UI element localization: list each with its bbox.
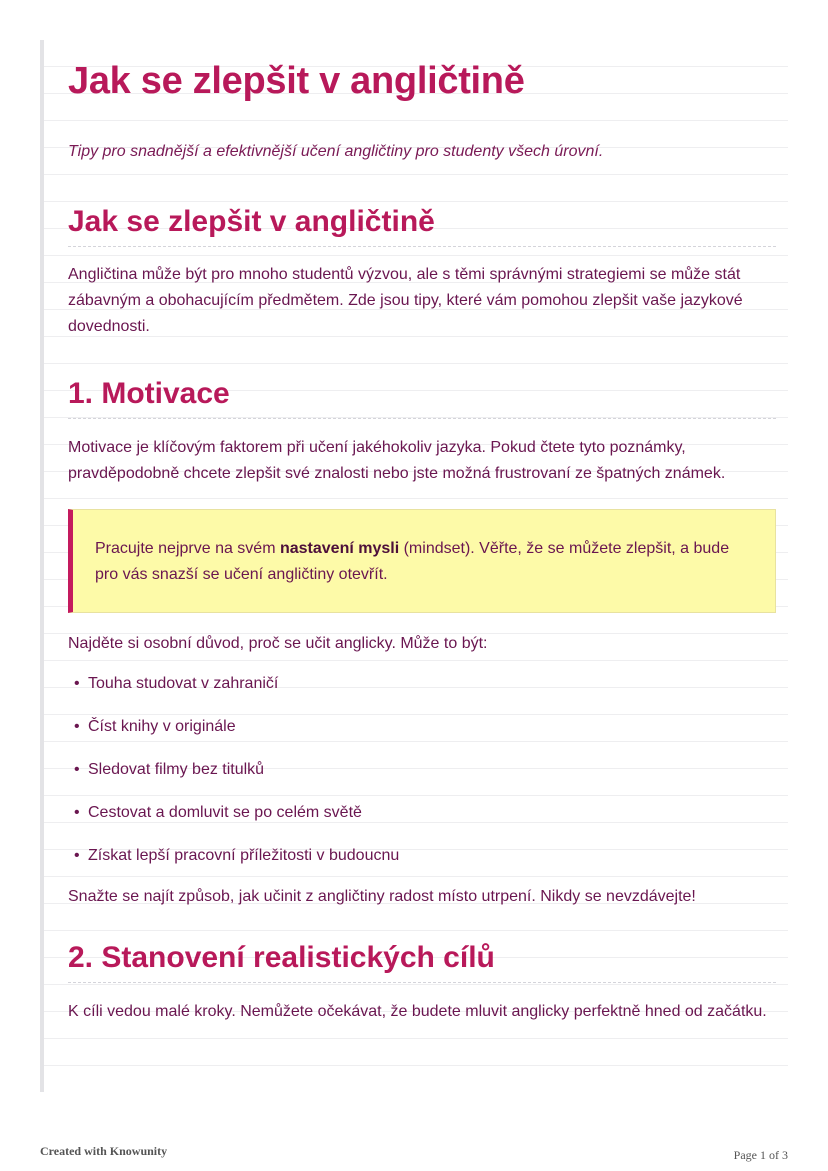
bullet-icon: •: [74, 718, 80, 735]
motivation-paragraph: Motivace je klíčovým faktorem při učení jakéhokoliv jazyka. Pokud čtete tyto poznámky, pravděpodobně chcete zlepšit své znalosti nebo jste možná frustrovaní ze špatných známek.: [68, 439, 726, 482]
bullet-icon: •: [74, 847, 80, 864]
callout-text-before: Pracujte nejprve na svém: [95, 540, 280, 557]
callout-text-after: (mindset). Věřte, že se můžete zlepšit, a bude pro vás snazší se učení angličtiny otevřít.: [95, 540, 730, 583]
list-item: [68, 671, 776, 697]
list-item: [68, 800, 776, 826]
goals-heading: 2. Stanovení realistických cílů: [68, 938, 776, 983]
list-item-text: Získat lepší pracovní příležitosti v budoucnu: [88, 847, 400, 864]
motivation-closing: Snažte se najít způsob, jak učinit z angličtiny radost místo utrpení. Nikdy se nevzdávejte!: [68, 888, 696, 905]
document-subtitle: Tipy pro snadnější a efektivnější učení angličtiny pro studenty všech úrovní.: [68, 143, 604, 160]
motivation-heading: 1. Motivace: [68, 374, 776, 419]
bullet-icon: •: [74, 761, 80, 778]
callout-bold-text: nastavení mysli: [279, 540, 400, 557]
bullet-icon: •: [74, 675, 80, 692]
list-item-text: Číst knihy v originále: [88, 718, 236, 735]
intro-heading: Jak se zlepšit v angličtině: [68, 202, 776, 247]
intro-paragraph: Angličtina může být pro mnoho studentů výzvou, ale s těmi správnými strategiemi se může stát zábavným a obohacujícím předmětem. Zde jsou tipy, které vám pomohou zlepšit vaše jazykové dovednosti.: [68, 266, 743, 335]
list-item: [68, 757, 776, 783]
document-title: Jak se zlepšit v angličtině: [68, 60, 525, 102]
list-item: [68, 843, 776, 869]
reason-intro: Najděte si osobní důvod, proč se učit anglicky. Může to být:: [68, 635, 488, 652]
mindset-callout: [68, 509, 776, 613]
list-item-text: Sledovat filmy bez titulků: [88, 761, 265, 778]
created-with-label: Created with Knowunity: [40, 1144, 168, 1158]
list-item: [68, 714, 776, 740]
bullet-icon: •: [74, 804, 80, 821]
list-item-text: Touha studovat v zahraničí: [88, 675, 279, 692]
document-content: [68, 54, 776, 1025]
reasons-list: [68, 671, 776, 869]
document-page: [40, 40, 788, 1092]
goals-paragraph: K cíli vedou malé kroky. Nemůžete očekávat, že budete mluvit anglicky perfektně hned od začátku.: [68, 1003, 767, 1020]
page-number: Page 1 of 3: [733, 1148, 788, 1162]
list-item-text: Cestovat a domluvit se po celém světě: [88, 804, 362, 821]
